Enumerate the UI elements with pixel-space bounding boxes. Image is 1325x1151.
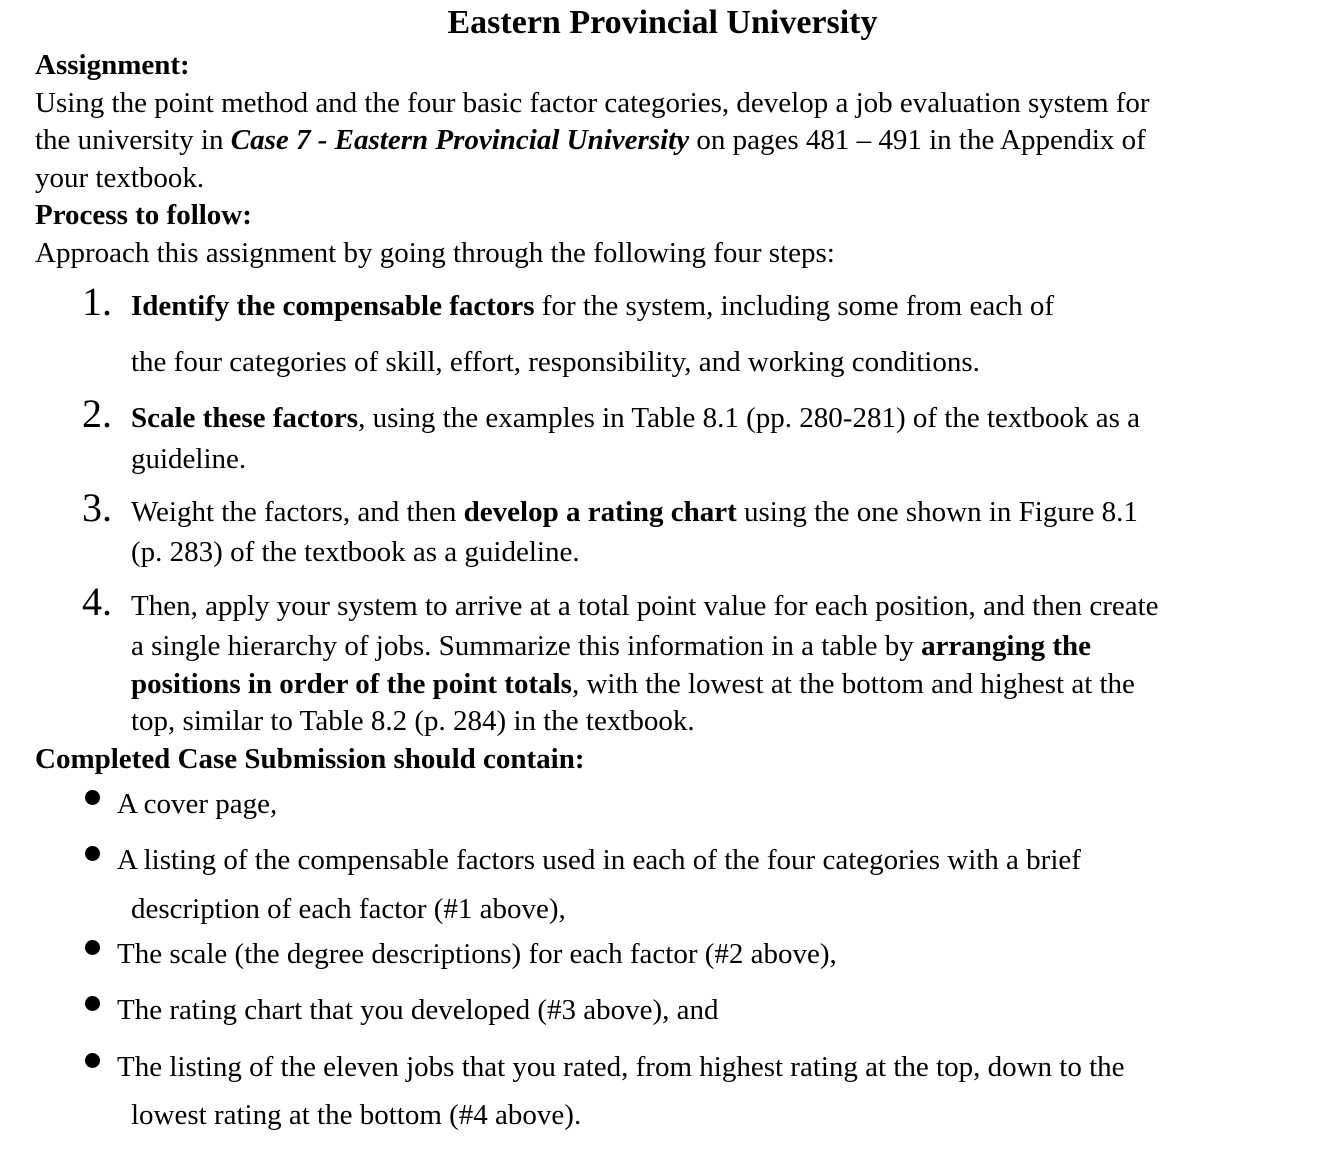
submission-item-3: The scale (the degree descriptions) for each factor (#2 above), [117,938,837,970]
step-1-number: 1. [82,279,112,324]
assignment-heading: Assignment: [35,49,190,81]
bullet-icon [85,940,100,955]
step-3-line-1 [131,494,1138,531]
bullet-icon [85,996,100,1011]
assignment-line-3: your textbook. [35,162,205,194]
process-heading: Process to follow: [35,199,252,231]
submission-item-5-line-1: The listing of the eleven jobs that you rated, from highest rating at the top, down to the [117,1051,1125,1083]
step-4-number: 4. [82,579,112,624]
step-2-bold: Scale these factors [131,402,359,434]
step-1-line-2: the four categories of skill, effort, responsibility, and working conditions. [131,346,980,378]
step-4-line-1: Then, apply your system to arrive at a total point value for each position, and then create [131,590,1159,622]
submission-heading: Completed Case Submission should contain: [35,743,585,775]
step-2-line-1-rest: , using the examples in Table 8.1 (pp. 280-281) of the textbook as a [358,402,1140,434]
assignment-line-2 [35,122,1146,159]
step-1-bold: Identify the compensable factors [131,290,535,322]
submission-item-2-line-1: A listing of the compensable factors used in each of the four categories with a brief [117,844,1081,876]
document-title: Eastern Provincial University [447,4,878,41]
submission-item-5-line-2: lowest rating at the bottom (#4 above). [131,1099,582,1131]
step-3-line-2: (p. 283) of the textbook as a guideline. [131,536,580,568]
bullet-icon [85,1053,100,1068]
submission-item-4: The rating chart that you developed (#3 above), and [117,994,719,1026]
step-4-line-4: top, similar to Table 8.2 (p. 284) in the textbook. [131,705,695,737]
step-1-line-1-rest: for the system, including some from each of [534,290,1054,322]
step-4-line-3 [131,666,1135,703]
bullet-icon [85,846,100,861]
step-3-number: 3. [82,485,112,530]
step-2-number: 2. [82,391,112,436]
case-title: Case 7 - Eastern Provincial University [230,124,690,156]
step-3-line-1-rest: using the one shown in Figure 8.1 [736,496,1138,528]
step-4-line-3-rest: , with the lowest at the bottom and highest at the [571,668,1135,700]
submission-item-1: A cover page, [117,788,278,820]
step-4-line-2-pre: a single hierarchy of jobs. Summarize this information in a table by [131,630,922,662]
assignment-line-1: Using the point method and the four basic factor categories, develop a job evaluation system for [35,87,1150,119]
process-intro: Approach this assignment by going through the following four steps: [35,237,835,269]
assignment-line-2-start: the university in [35,124,231,156]
submission-item-2-line-2: description of each factor (#1 above), [131,893,566,925]
step-1-line-1 [131,288,1054,325]
step-2-line-1 [131,400,1140,437]
step-3-line-1-pre: Weight the factors, and then [131,496,464,528]
step-4-line-2 [131,628,1091,665]
step-2-line-2: guideline. [131,443,247,475]
bullet-icon [85,790,100,805]
step-4-line-3-bold: positions in order of the point totals [131,668,572,700]
step-3-bold: develop a rating chart [463,496,737,528]
step-4-line-2-bold: arranging the [921,630,1092,662]
assignment-line-2-end: on pages 481 – 491 in the Appendix of [689,124,1146,156]
